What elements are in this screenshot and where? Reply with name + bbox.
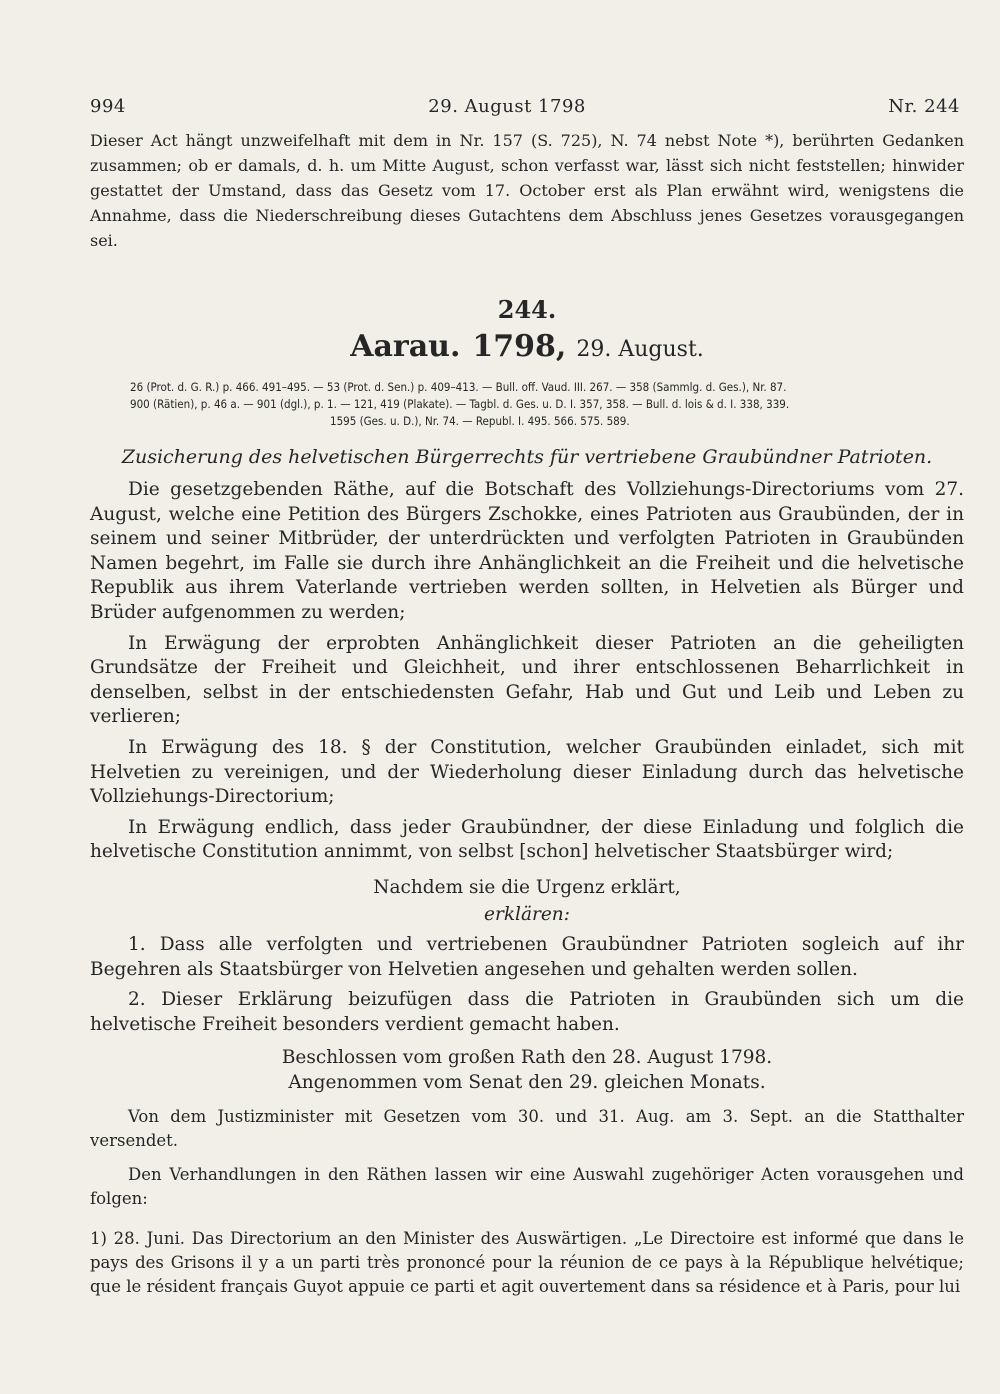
document-number: 244. [497, 295, 557, 324]
header-date: 29. August 1798 [428, 96, 586, 117]
preamble-paragraph: In Erwägung der erprobten Anhänglichkeit dieser Patrioten an die geheiligten Grundsätze der Freiheit und Gleichheit, und ihrer entschlossenen Beharrlichkeit in denselben, selbst in der entschiedensten Gefahr, Hab und Gut und Leib und Leben zu verlieren; [90, 632, 964, 728]
article-paragraph: 1. Dass alle verfolgten und vertriebenen Graubündner Patrioten sogleich auf ihr Begehren als Staatsbürger von Helvetien angesehen und gehalten werden sollen. [90, 933, 964, 980]
source-line: 26 (Prot. d. G. R.) p. 466. 491–495. — 53 (Prot. d. Sen.) p. 409–413. — Bull. off. Vaud. III. 267. — 358 (Sammlg. d. Ges.), Nr. 87. [130, 380, 787, 394]
page-number: 994 [90, 96, 126, 117]
preamble-paragraph: In Erwägung des 18. § der Constitution, welcher Graubünden einladet, sich mit Helvetien zu vereinigen, und der Wiederholung dieser Einladung durch das helvetische Vollziehungs-Directorium; [90, 736, 964, 808]
source-references [90, 379, 964, 430]
editorial-note: Von dem Justizminister mit Gesetzen vom 30. und 31. Aug. am 3. Sept. an die Statthalter versendet. [90, 1107, 964, 1151]
accepted-line: Angenommen vom Senat den 29. gleichen Monats. [288, 1072, 766, 1094]
resolved-line: Beschlossen vom großen Rath den 28. August 1798. [281, 1047, 773, 1069]
page-body [90, 128, 964, 1299]
entry-number: Nr. 244 [888, 96, 960, 117]
preamble-paragraph: Die gesetzgebenden Räthe, auf die Botschaft des Vollziehungs-Directoriums vom 27. August, welche eine Petition des Bürgers Zschokke, eines Patrioten aus Graubünden, der in seinem und seiner Mitbrüder, der unterdrückten und verfolgten Patrioten in Graubünden Namen begehrt, im Falle sie durch ihre Anhänglichkeit an die Freiheit und die helvetische Republik aus ihrem Vaterlande vertrieben werden sollten, in Helvetien als Bürger und Brüder aufgenommen zu werden; [90, 479, 964, 623]
article-paragraph: 2. Dieser Erklärung beizufügen dass die Patrioten in Graubünden sich um die helvetische Freiheit besonders verdient gemacht haben. [90, 989, 964, 1035]
act-entry: 1) 28. Juni. Das Directorium an den Minister des Auswärtigen. „Le Directoire est informé que dans le pays des Grisons il y a un parti très prononcé pour la réunion de ce pays à la République helvétique; que le résident français Guyot appuie ce parti et agit ouvertement dans sa résidence et à Paris, pour lui [90, 1229, 964, 1297]
document-year: 1798, [472, 329, 567, 364]
source-line: 1595 (Ges. u. D.), Nr. 74. — Republ. I. 495. 566. 575. 589. [330, 414, 630, 428]
editorial-note: Den Verhandlungen in den Räthen lassen wir eine Auswahl zugehöriger Acten vorausgehen und folgen: [90, 1165, 964, 1209]
introductory-note: Dieser Act hängt unzweifelhaft mit dem in Nr. 157 (S. 725), N. 74 nebst Note *), berührten Gedanken zusammen; ob er damals, d. h. um Mitte August, schon verfasst war, lässt sich nicht feststellen; hinwider gestattet der Umstand, dass das Gesetz vom 17. October erst als Plan erwähnt wird, wenigstens die Annahme, dass die Niederschreibung dieses Gutachtens dem Abschluss jenes Gesetzes vorausgegangen sei. [90, 131, 964, 250]
document-dateline [90, 329, 964, 369]
document-date: 29. August. [576, 337, 704, 362]
document-place: Aarau. [350, 329, 461, 364]
preamble-paragraph: In Erwägung endlich, dass jeder Graubündner, der diese Einladung und folglich die helvetische Constitution annimmt, von selbst [schon] helvetischer Staatsbürger wird; [90, 816, 964, 863]
source-line: 900 (Rätien), p. 46 a. — 901 (dgl.), p. 1. — 121, 419 (Plakate). — Tagbl. d. Ges. u. D. I. 357, 358. — Bull. d. lois & d. I. 338, 339. [130, 397, 790, 411]
urgency-line: Nachdem sie die Urgenz erklärt, [373, 876, 681, 898]
running-header [90, 96, 960, 117]
declare-line: erklären: [484, 903, 570, 925]
document-subject: Zusicherung des helvetischen Bürgerrechts für vertriebene Graubündner Patrioten. [121, 446, 933, 468]
